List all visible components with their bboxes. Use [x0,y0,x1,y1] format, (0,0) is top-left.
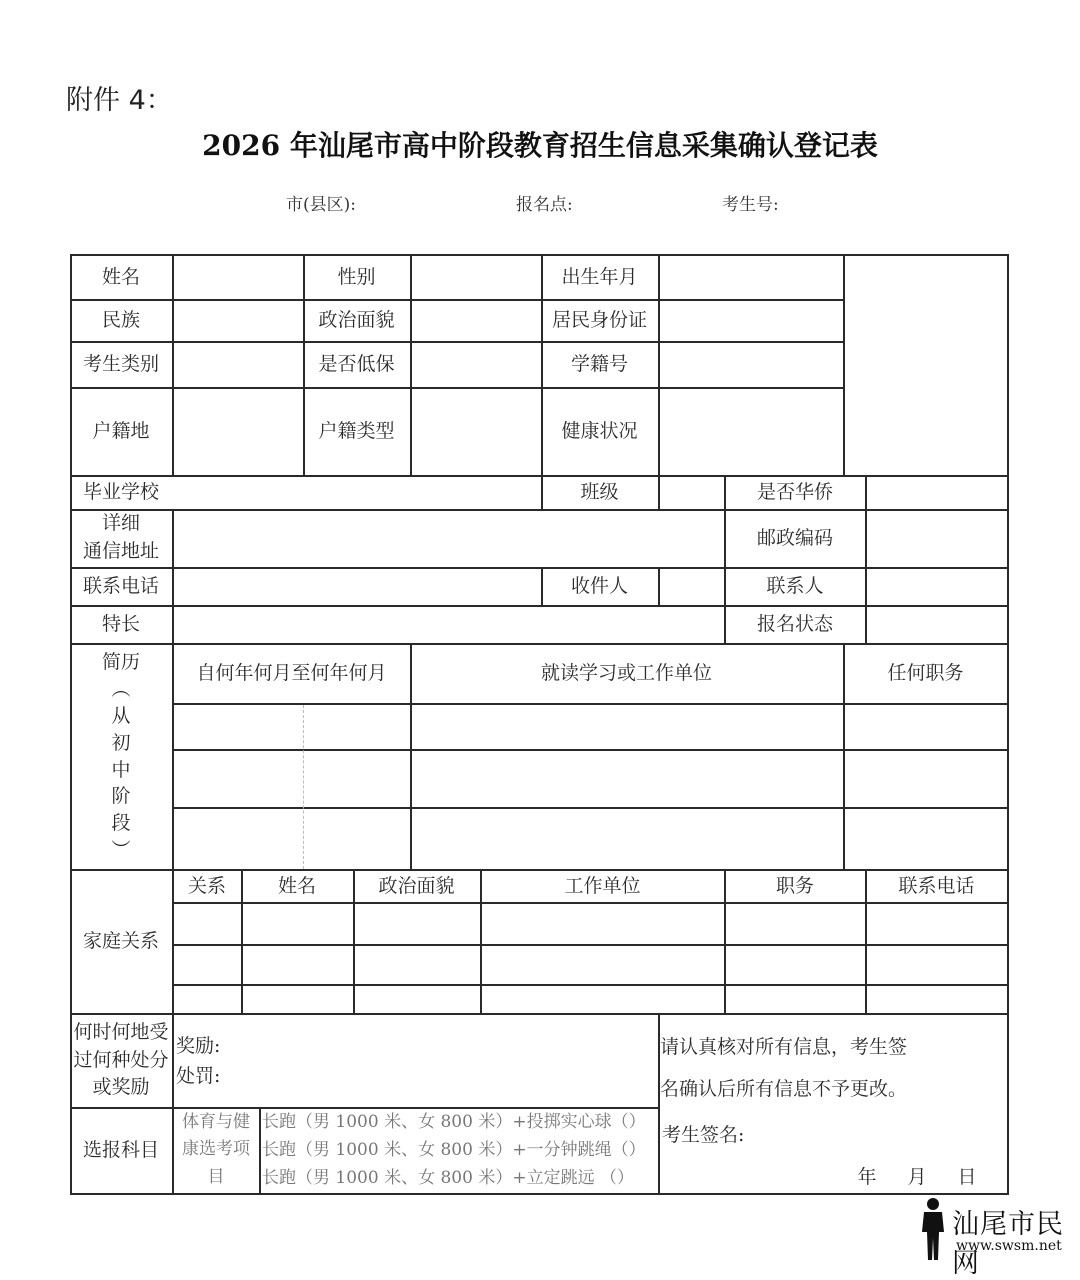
label-phone: 联系电话 [82,574,159,597]
family-col-phone: 联系电话 [898,874,975,897]
label-hukou-place: 户籍地 [92,419,150,442]
resume-char: ︵ [111,677,131,700]
label-overseas: 是否华侨 [756,480,833,503]
label-address-line1: 详细 [101,512,140,535]
resume-char: 段 [111,812,131,835]
grid-line-horizontal [172,944,1008,946]
grid-line-horizontal [70,341,843,343]
watermark-text: 汕尾市民网 [952,1209,1064,1279]
grid-line-horizontal [70,299,843,301]
grid-line-vertical [658,254,660,477]
label-address [70,509,172,567]
grid-line-horizontal [70,509,1008,511]
resume-col-unit: 就读学习或工作单位 [540,661,712,684]
resume-char: 初 [111,731,131,754]
grid-line-horizontal [172,749,1008,751]
family-col-workplace: 工作单位 [564,874,641,897]
label-birth: 出生年月 [561,265,638,288]
label-student-no: 学籍号 [570,352,628,375]
label-awards-line: 过何种处分 [73,1048,169,1071]
grid-line-vertical [259,1107,261,1195]
subject-option-3[interactable]: 长跑（男 1000 米、女 800 米）+立定跳远 （） [262,1167,634,1188]
pe-label [174,1107,258,1193]
label-awards-line: 何时何地受 [73,1021,169,1044]
label-health: 健康状况 [561,419,638,442]
label-school: 毕业学校 [82,480,159,503]
family-col-position: 职务 [775,874,814,897]
label-awards [70,1014,172,1107]
subheader-exam-no: 考生号: [722,195,779,215]
label-status: 报名状态 [756,612,833,635]
punish-label: 处罚: [176,1064,221,1087]
label-receiver: 收件人 [570,574,628,597]
resume-char: 阶 [111,785,131,808]
grid-line-vertical [658,567,660,607]
label-contact: 联系人 [766,574,824,597]
pe-label-line: 体育与健 [182,1112,250,1133]
reward-label: 奖励: [176,1034,221,1057]
resume-period-divider [303,705,304,869]
person-silhouette-icon [918,1196,948,1262]
grid-line-horizontal [70,387,843,389]
grid-line-vertical [172,509,174,1195]
subheader-site: 报名点: [516,195,573,215]
label-family: 家庭关系 [82,929,159,952]
label-low-income: 是否低保 [318,352,395,375]
grid-line-horizontal [172,984,1008,986]
label-awards-line: 或奖励 [92,1076,150,1099]
attachment-label: 附件 4： [66,85,173,116]
pe-label-line: 目 [207,1166,225,1187]
grid-line-vertical [865,475,867,511]
family-col-political: 政治面貌 [378,874,455,897]
input-name[interactable] [174,255,302,299]
grid-line-vertical [658,475,660,511]
label-hukou-type: 户籍类型 [318,419,395,442]
label-name: 姓名 [101,265,140,288]
photo-box[interactable] [844,255,1007,475]
family-col-name: 姓名 [277,874,316,897]
subject-option-1[interactable]: 长跑（男 1000 米、女 800 米）+投掷实心球（） [262,1111,646,1132]
label-id-card: 居民身份证 [551,308,647,331]
grid-line-horizontal [70,1013,1008,1015]
grid-line-horizontal [70,605,1008,607]
grid-line-horizontal [172,807,1008,809]
confirm-line2: 名确认后所有信息不予更改。 [660,1077,908,1100]
label-talent: 特长 [101,612,140,635]
date-year: 年 [857,1165,877,1188]
watermark-url: www.swsm.net [956,1238,1062,1254]
resume-col-period: 自何年何月至何年何月 [196,661,387,684]
resume-char: 中 [111,758,131,781]
date-month: 月 [907,1165,927,1188]
grid-line-horizontal [70,1193,1008,1195]
page-title: 2026 年汕尾市高中阶段教育招生信息采集确认登记表 [202,129,878,162]
label-political: 政治面貌 [318,308,395,331]
grid-line-vertical [865,509,867,645]
grid-line-horizontal [172,902,1008,904]
confirm-line1: 请认真核对所有信息，考生签 [660,1035,908,1058]
label-class: 班级 [580,480,619,503]
label-ethnicity: 民族 [101,308,140,331]
site-watermark [918,1196,1068,1279]
date-day: 日 [957,1165,977,1188]
resume-char: 从 [111,704,131,727]
label-category: 考生类别 [82,352,159,375]
grid-line-vertical [410,254,412,477]
label-resume [70,643,172,870]
grid-line-horizontal [70,567,1008,569]
resume-char: 简历 [101,650,140,673]
label-postcode: 邮政编码 [756,526,833,549]
label-address-line2: 通信地址 [82,540,159,562]
sign-label: 考生签名: [662,1123,745,1146]
subheader-city: 市(县区): [286,195,356,215]
pe-label-line: 康选考项 [182,1139,250,1160]
grid-line-vertical [1007,254,1009,1195]
label-subjects: 选报科目 [82,1138,159,1161]
grid-line-horizontal [70,475,1008,477]
family-col-relation: 关系 [187,874,226,897]
grid-line-horizontal [172,703,1008,705]
resume-char: ︶ [111,839,131,862]
subject-option-2[interactable]: 长跑（男 1000 米、女 800 米）+一分钟跳绳（） [262,1139,646,1160]
label-gender: 性别 [337,265,376,288]
resume-col-position: 任何职务 [887,661,964,684]
